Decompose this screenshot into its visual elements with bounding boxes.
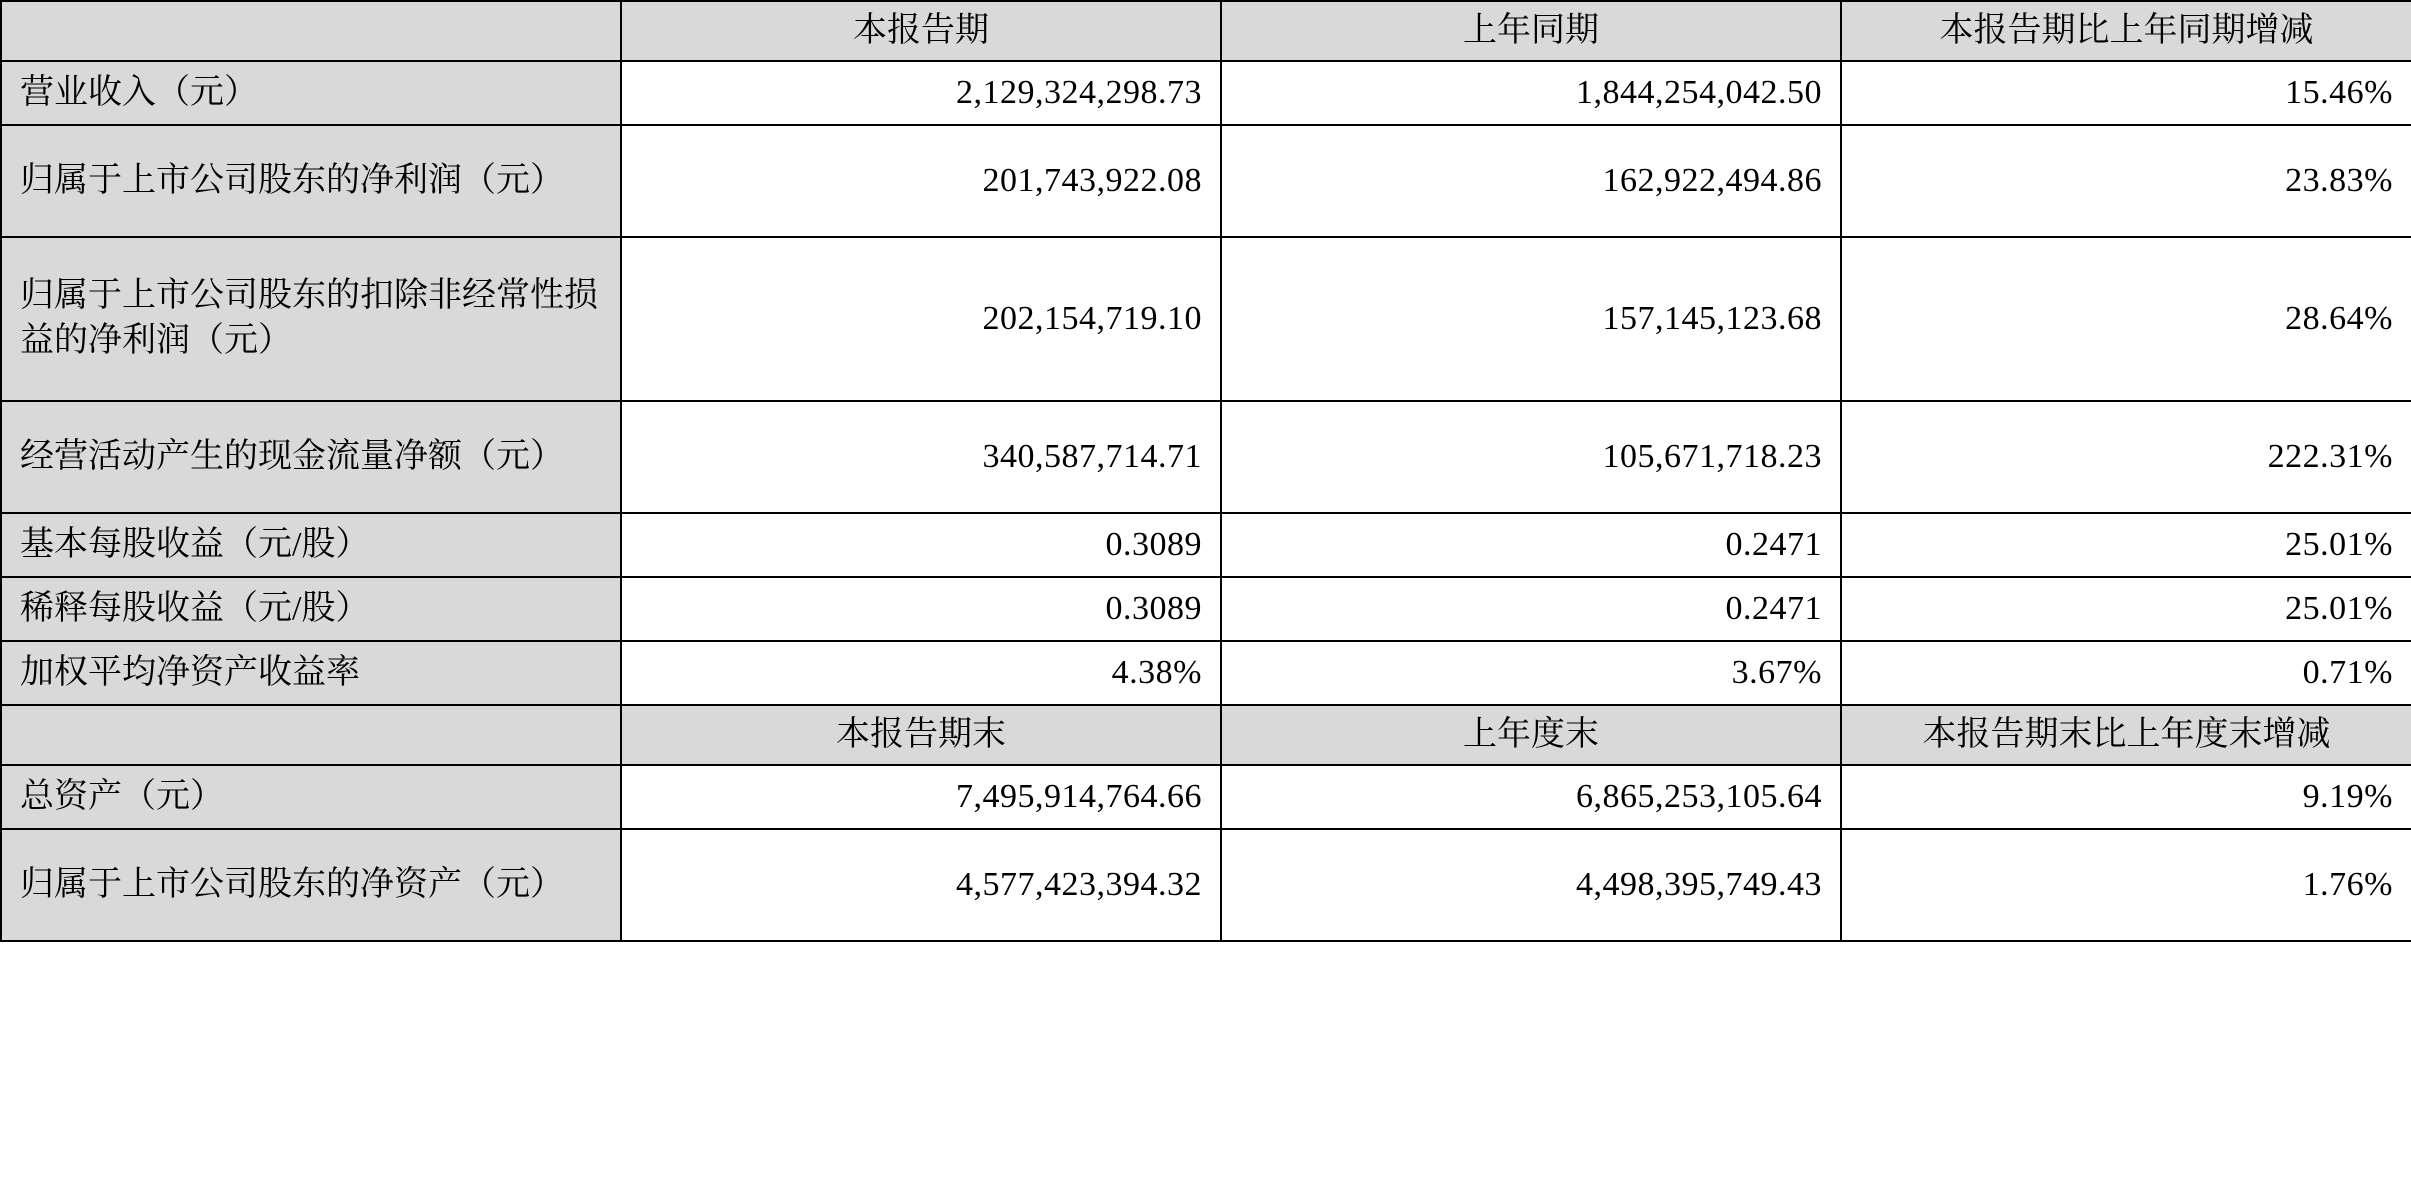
row-previous-net-profit: 162,922,494.86 [1221, 125, 1841, 237]
row-previous-revenue: 1,844,254,042.50 [1221, 61, 1841, 125]
row-label-basic-eps: 基本每股收益（元/股） [1, 513, 621, 577]
row-previous-diluted-eps: 0.2471 [1221, 577, 1841, 641]
row-previous-total-assets: 6,865,253,105.64 [1221, 765, 1841, 829]
header-current-period-end: 本报告期末 [621, 705, 1221, 765]
table-header-row-balance [1, 705, 2411, 765]
row-previous-adjusted-net-profit: 157,145,123.68 [1221, 237, 1841, 401]
row-current-net-profit: 201,743,922.08 [621, 125, 1221, 237]
row-label-roe: 加权平均净资产收益率 [1, 641, 621, 705]
row-current-roe: 4.38% [621, 641, 1221, 705]
row-change-adjusted-net-profit: 28.64% [1841, 237, 2411, 401]
row-current-total-assets: 7,495,914,764.66 [621, 765, 1221, 829]
row-change-operating-cash-flow: 222.31% [1841, 401, 2411, 513]
table-row [1, 401, 2411, 513]
table-row [1, 577, 2411, 641]
row-change-total-assets: 9.19% [1841, 765, 2411, 829]
row-label-revenue: 营业收入（元） [1, 61, 621, 125]
row-label-diluted-eps: 稀释每股收益（元/股） [1, 577, 621, 641]
row-previous-net-assets: 4,498,395,749.43 [1221, 829, 1841, 941]
row-current-basic-eps: 0.3089 [621, 513, 1221, 577]
row-label-operating-cash-flow: 经营活动产生的现金流量净额（元） [1, 401, 621, 513]
row-change-basic-eps: 25.01% [1841, 513, 2411, 577]
row-current-revenue: 2,129,324,298.73 [621, 61, 1221, 125]
row-change-net-profit: 23.83% [1841, 125, 2411, 237]
table-row [1, 829, 2411, 941]
row-current-adjusted-net-profit: 202,154,719.10 [621, 237, 1221, 401]
row-previous-basic-eps: 0.2471 [1221, 513, 1841, 577]
row-previous-roe: 3.67% [1221, 641, 1841, 705]
row-change-diluted-eps: 25.01% [1841, 577, 2411, 641]
row-current-diluted-eps: 0.3089 [621, 577, 1221, 641]
table-row [1, 125, 2411, 237]
header-previous-year-end: 上年度末 [1221, 705, 1841, 765]
header-corner-cell [1, 1, 621, 61]
row-label-adjusted-net-profit: 归属于上市公司股东的扣除非经常性损益的净利润（元） [1, 237, 621, 401]
header-previous-period: 上年同期 [1221, 1, 1841, 61]
row-current-operating-cash-flow: 340,587,714.71 [621, 401, 1221, 513]
table-row [1, 237, 2411, 401]
row-change-revenue: 15.46% [1841, 61, 2411, 125]
row-current-net-assets: 4,577,423,394.32 [621, 829, 1221, 941]
header-change-period: 本报告期比上年同期增减 [1841, 1, 2411, 61]
row-label-net-assets: 归属于上市公司股东的净资产（元） [1, 829, 621, 941]
table-header-row-period [1, 1, 2411, 61]
table-row [1, 641, 2411, 705]
table-row [1, 513, 2411, 577]
row-label-total-assets: 总资产（元） [1, 765, 621, 829]
row-previous-operating-cash-flow: 105,671,718.23 [1221, 401, 1841, 513]
row-change-net-assets: 1.76% [1841, 829, 2411, 941]
row-label-net-profit: 归属于上市公司股东的净利润（元） [1, 125, 621, 237]
table-row [1, 61, 2411, 125]
header-change-period-end: 本报告期末比上年度末增减 [1841, 705, 2411, 765]
header-corner-cell-balance [1, 705, 621, 765]
header-current-period: 本报告期 [621, 1, 1221, 61]
row-change-roe: 0.71% [1841, 641, 2411, 705]
table-row [1, 765, 2411, 829]
